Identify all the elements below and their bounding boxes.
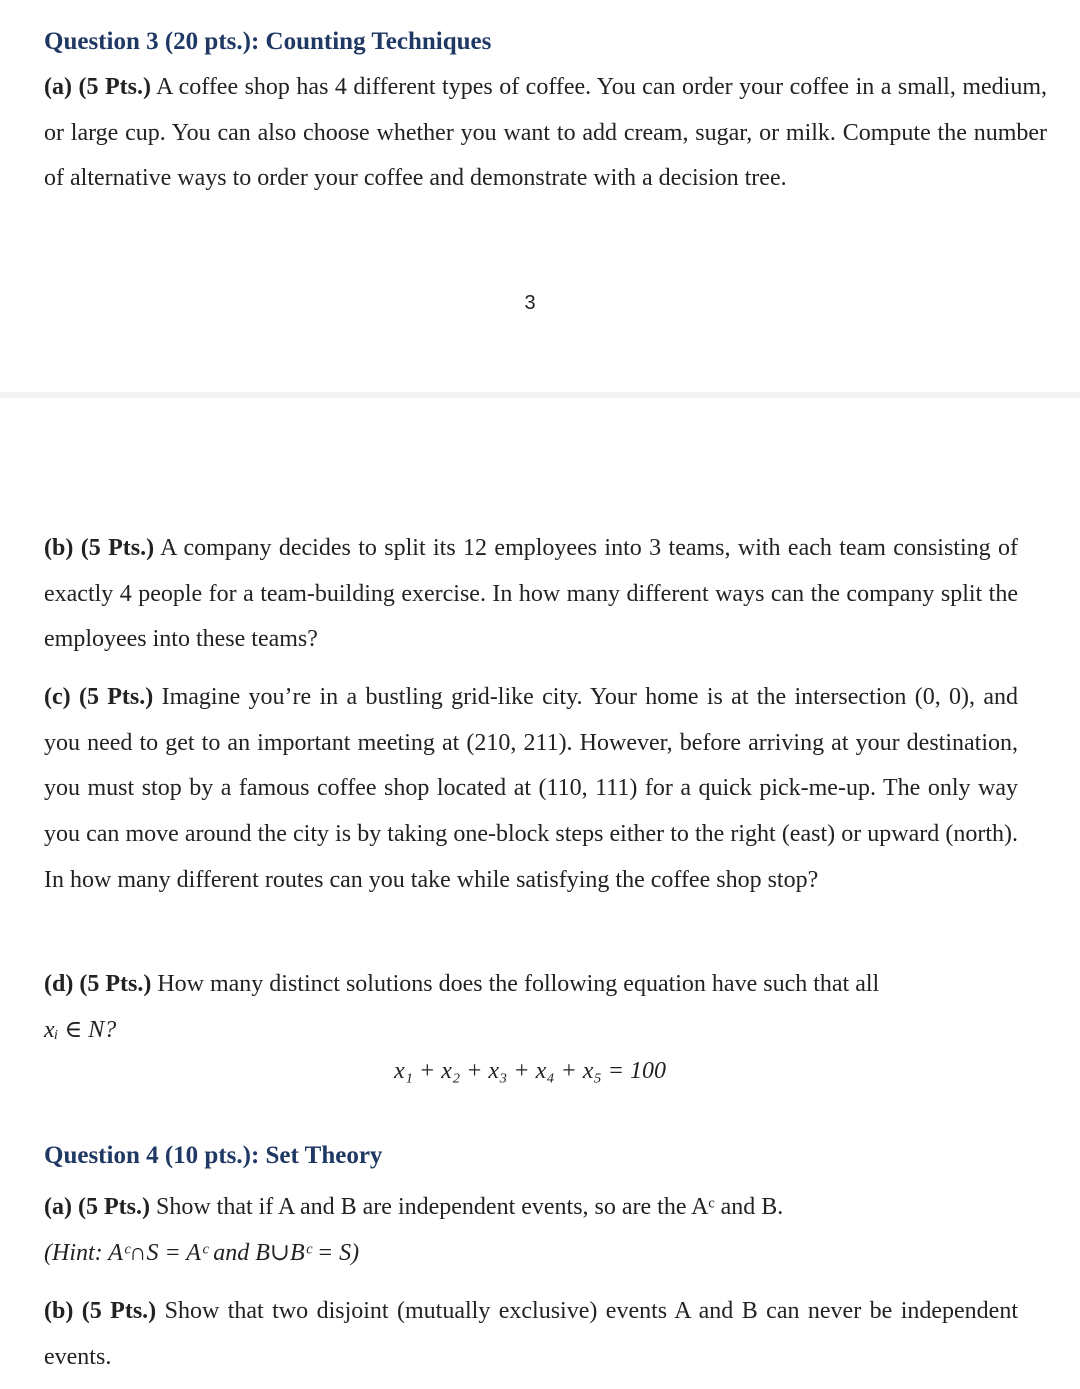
question-3d-equation: x₁ + x₂ + x₃ + x₄ + x₅ = 100 — [394, 1058, 666, 1084]
question-4b — [44, 1289, 1018, 1380]
question-3c — [44, 675, 1018, 904]
question-3d-text: How many distinct solutions does the following equation have such that all — [157, 971, 880, 997]
question-4b-label: (b) (5 Pts.) — [44, 1298, 157, 1324]
question-3c-text: Imagine you’re in a bustling grid-like city. Your home is at the intersection (0, 0), and you need to get to an important meeting at (210, 211). However, before arriving at your destination, you must stop by a famous coffee shop located at (110, 111) for a quick pick-me-up. The only way you can move around the city is by taking one-block steps either to the right (east) or upward (north). In how many different routes can you take while satisfying the coffee shop stop? — [44, 684, 1018, 893]
question-3d-label: (d) (5 Pts.) — [44, 971, 152, 997]
question-4a-hint: (Hint: Aᶜ∩S = Aᶜ and B∪Bᶜ = S) — [44, 1239, 360, 1266]
question-4a-label: (a) (5 Pts.) — [44, 1194, 150, 1220]
question-3a-text: A coffee shop has 4 different types of coffee. You can order your coffee in a small, medium, or large cup. You can also choose whether you want to add cream, sugar, or milk. Compute the number of alternative ways to order your coffee and demonstrate with a decision tree. — [44, 74, 1047, 192]
question-3b-text: A company decides to split its 12 employees into 3 teams, with each team consisting of exactly 4 people for a team-building exercise. In how many different ways can the company split the employees into these teams? — [44, 535, 1018, 653]
question-3d-condition: xᵢ ∈ N? — [44, 1016, 117, 1043]
question-4b-text: Show that two disjoint (mutually exclusive) events A and B can never be independent events. — [44, 1298, 1019, 1370]
question-4a — [44, 1185, 1018, 1276]
question-3b — [44, 526, 1018, 663]
question-3b-label: (b) (5 Pts.) — [44, 535, 155, 561]
question-4-heading: Question 4 (10 pts.): Set Theory — [44, 1142, 383, 1169]
question-3a-label: (a) (5 Pts.) — [44, 74, 151, 100]
page-break — [0, 392, 1080, 398]
question-3a — [44, 65, 1047, 202]
question-3d — [44, 962, 1018, 1053]
page-number: 3 — [524, 292, 536, 314]
question-3c-label: (c) (5 Pts.) — [44, 684, 154, 710]
question-4a-text: Show that if A and B are independent events, so are the Aᶜ and B. — [155, 1194, 784, 1220]
question-3-heading: Question 3 (20 pts.): Counting Techniques — [44, 28, 492, 55]
